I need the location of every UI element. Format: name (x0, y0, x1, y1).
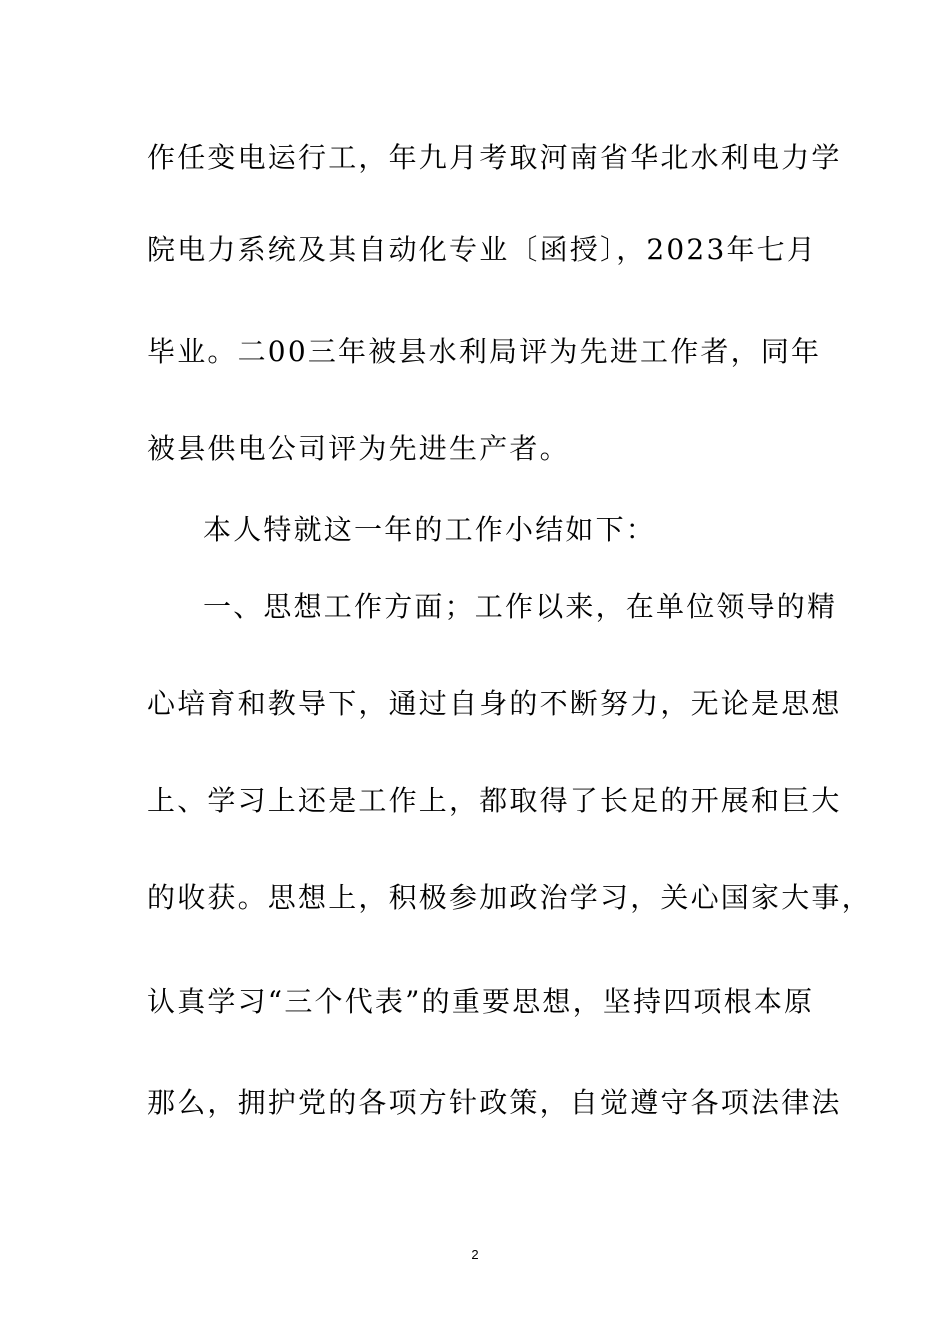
text-line: 一、思想工作方面；工作以来，在单位领导的精 (203, 590, 838, 623)
text-line: 的收获。思想上，积极参加政治学习，关心国家大事， (147, 881, 872, 914)
text-line: 那么，拥护党的各项方针政策，自觉遵守各项法律法 (147, 1086, 842, 1119)
text-line: 认真学习“三个代表”的重要思想，坚持四项根本原 (147, 985, 815, 1018)
page-number: 2 (471, 1247, 479, 1262)
text-line: 心培育和教导下，通过自身的不断努力，无论是思想 (147, 687, 842, 720)
text-line: 上、学习上还是工作上，都取得了长足的开展和巨大 (147, 784, 842, 817)
text-line: 毕业。二00三年被县水利局评为先进工作者，同年 (147, 335, 822, 368)
text-line: 作任变电运行工，年九月考取河南省华北水利电力学 (147, 141, 842, 174)
text-line: 本人特就这一年的工作小结如下： (203, 513, 657, 546)
text-line: 院电力系统及其自动化专业〔函授〕，2023年七月 (147, 233, 818, 266)
text-line: 被县供电公司评为先进生产者。 (147, 432, 570, 465)
